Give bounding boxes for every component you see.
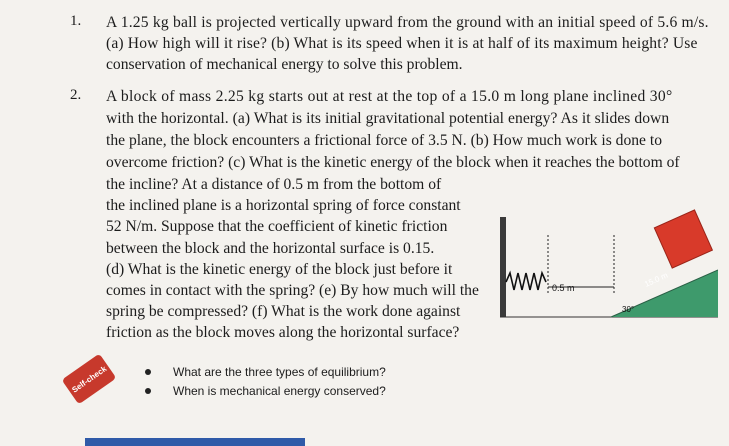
- problem-1-line-3: conservation of mechanical energy to solve this problem.: [106, 56, 463, 73]
- self-check-question-1: What are the three types of equilibrium?: [173, 364, 386, 379]
- problem-2-line-12: friction as the block moves along the horizontal surface?: [106, 324, 460, 341]
- incline-spring-figure: [496, 195, 718, 325]
- problem-2-number: 2.: [70, 87, 82, 103]
- problem-1-line-2: (a) How high will it rise? (b) What is its speed when it is at half of its maximum height? Use: [106, 35, 698, 52]
- problem-1-line-1: A 1.25 kg ball is projected vertically upward from the ground with an initial speed of 5.6 m/s.: [106, 14, 709, 31]
- problem-1-number: 1.: [70, 13, 82, 29]
- problem-2-line-11: spring be compressed? (f) What is the work done against: [106, 303, 461, 320]
- self-check-badge: [62, 354, 117, 405]
- angle-label: 30°: [622, 305, 635, 314]
- problem-2-line-9: (d) What is the kinetic energy of the block just before it: [106, 261, 453, 278]
- problem-2-line-6: the inclined plane is a horizontal spring of force constant: [106, 197, 461, 214]
- problem-2-line-4: overcome friction? (c) What is the kinetic energy of the block when it reaches the bottom of: [106, 154, 680, 171]
- problem-2-line-3: the plane, the block encounters a frictional force of 3.5 N. (b) How much work is done to: [106, 132, 663, 149]
- self-check-item: [145, 362, 386, 381]
- incline-length-label: 15.0 m: [643, 270, 670, 289]
- problem-2-line-2: with the horizontal. (a) What is its initial gravitational potential energy? As it slides down: [106, 110, 670, 127]
- problem-2-line-5: the incline? At a distance of 0.5 m from the bottom of: [106, 176, 442, 193]
- wall: [500, 217, 506, 317]
- bullet-dot: [145, 388, 151, 394]
- block: [654, 210, 712, 268]
- spring: [506, 273, 546, 290]
- problem-2-line-10: comes in contact with the spring? (e) By how much will the: [106, 282, 479, 299]
- distance-label: 0.5 m: [552, 283, 575, 293]
- problem-2-line-8: between the block and the horizontal surface is 0.15.: [106, 240, 435, 257]
- self-check-item: [145, 381, 386, 400]
- self-check-list: [145, 362, 386, 400]
- section-color-bar: [85, 438, 305, 446]
- bullet-dot: [145, 369, 151, 375]
- self-check-question-2: When is mechanical energy conserved?: [173, 383, 386, 398]
- badge-label: Self-check: [70, 363, 108, 395]
- problem-2-line-1: A block of mass 2.25 kg starts out at rest at the top of a 15.0 m long plane inclined 30°: [106, 88, 673, 105]
- problem-2-line-7: 52 N/m. Suppose that the coefficient of kinetic friction: [106, 218, 448, 235]
